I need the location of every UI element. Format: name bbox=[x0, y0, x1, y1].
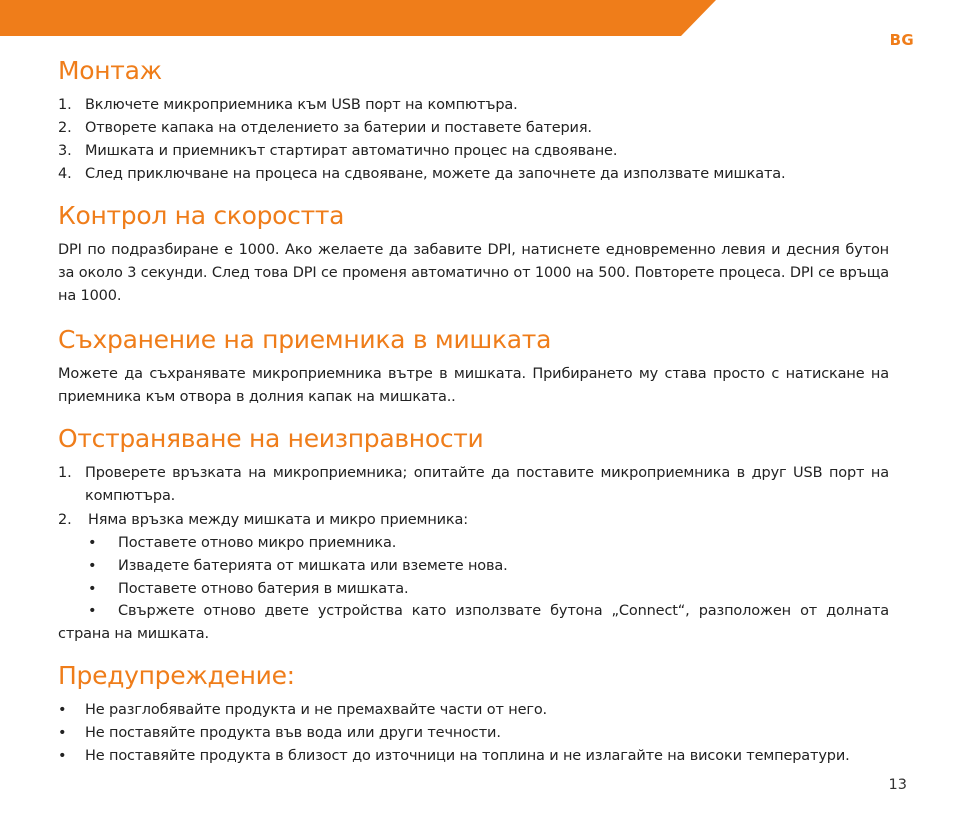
list-number: 4. bbox=[58, 166, 72, 182]
section-title-troubleshooting: Отстраняване на неизправности bbox=[58, 424, 484, 453]
section-title-storage: Съхранение на приемника в мишката bbox=[58, 325, 552, 354]
bullet-icon: • bbox=[88, 558, 97, 574]
warning-item: Не разглобявайте продукта и не премахвайте части от него. bbox=[85, 702, 548, 718]
bullet-icon: • bbox=[58, 748, 67, 764]
sub-list-item: Поставете отново батерия в мишката. bbox=[118, 581, 409, 597]
warning-item: Не поставяйте продукта в близост до източници на топлина и не излагайте на високи температури. bbox=[85, 748, 850, 764]
list-number: 1. bbox=[58, 97, 72, 113]
speed-paragraph: DPI по подразбиране е 1000. Ако желаете да забавите DPI, натиснете едновременно левия и десния бутон за около 3 секунди. След това DPI се променя автоматично от 1000 на 500. Повторете процеса. DPI се връща на 1000. bbox=[58, 242, 889, 304]
sub-list-item: Поставете отново микро приемника. bbox=[118, 535, 397, 551]
troubleshooting-item-2: Няма връзка между мишката и микро приемника: bbox=[88, 512, 469, 528]
list-item: Мишката и приемникът стартират автоматично процес на сдвояване. bbox=[85, 143, 618, 159]
bullet-icon: • bbox=[58, 725, 67, 741]
bullet-icon: • bbox=[88, 535, 97, 551]
list-item: След приключване на процеса на сдвояване, можете да започнете да използвате мишката. bbox=[85, 166, 786, 182]
section-title-warning: Предупреждение: bbox=[58, 661, 295, 690]
list-item: Включете микроприемника към USB порт на компютъра. bbox=[85, 97, 518, 113]
section-title-mounting: Монтаж bbox=[58, 56, 162, 85]
bullet-icon: • bbox=[88, 581, 97, 597]
storage-paragraph: Можете да съхранявате микроприемника вътре в мишката. Прибирането му става просто с натискане на приемника към отвора в долния капак на мишката.. bbox=[58, 366, 889, 405]
page-number: 13 bbox=[888, 777, 907, 793]
warning-item: Не поставяйте продукта във вода или други течности. bbox=[85, 725, 501, 741]
bullet-icon: • bbox=[58, 702, 67, 718]
section-title-speed: Контрол на скоростта bbox=[58, 201, 345, 230]
troubleshooting-last-item: Свържете отново двете устройства като използвате бутона „Connect“, разположен от долната страна на мишката. bbox=[58, 603, 889, 642]
language-tag: BG bbox=[889, 31, 914, 49]
troubleshooting-item-1: Проверете връзката на микроприемника; опитайте да поставите микроприемника в друг USB порт на компютъра. bbox=[85, 465, 889, 504]
list-item: Отворете капака на отделението за батерии и поставете батерия. bbox=[85, 120, 592, 136]
sub-list-item: Извадете батерията от мишката или вземете нова. bbox=[118, 558, 508, 574]
list-number: 2. bbox=[58, 120, 72, 136]
header-accent-bar bbox=[0, 0, 954, 36]
list-number: 1. bbox=[58, 465, 72, 481]
bullet-icon: • bbox=[88, 603, 97, 619]
list-number: 3. bbox=[58, 143, 72, 159]
list-number: 2. bbox=[58, 512, 72, 528]
